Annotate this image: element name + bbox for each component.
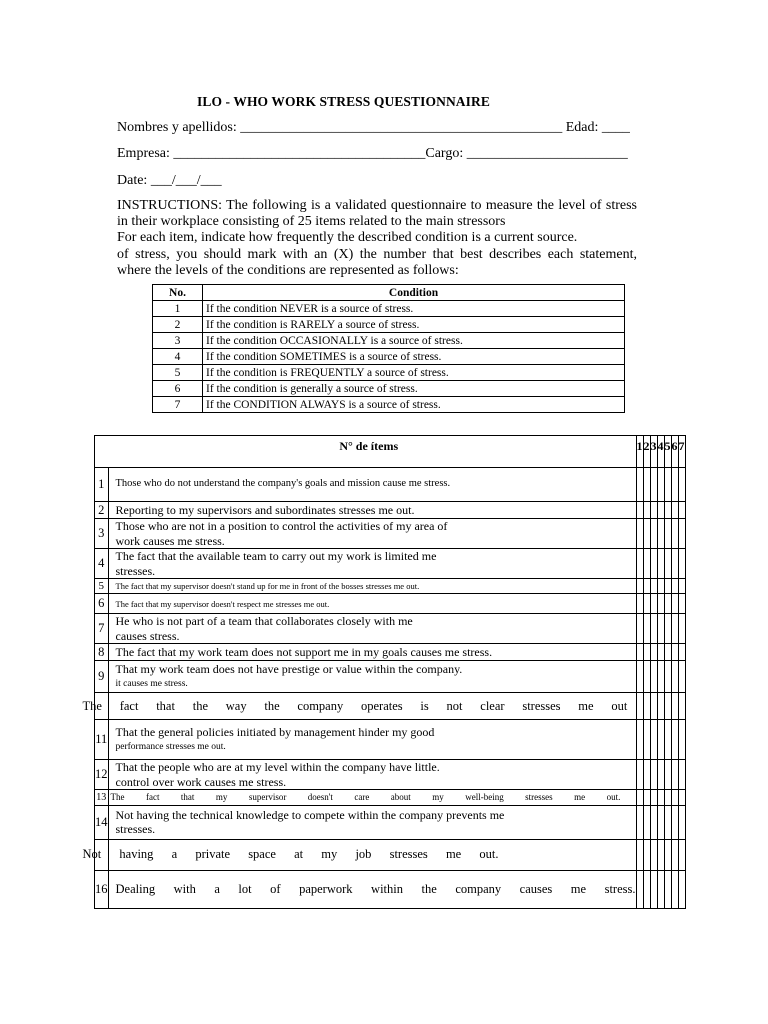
answer-box-2[interactable] [643, 720, 650, 760]
item-row [95, 790, 686, 806]
answer-box-1[interactable] [636, 468, 643, 502]
item-text [108, 661, 636, 693]
answer-box-4[interactable] [657, 519, 664, 549]
item-row [95, 720, 686, 760]
answer-box-7[interactable] [678, 790, 685, 806]
answer-box-2[interactable] [643, 468, 650, 502]
scale-no: 1 [153, 301, 203, 317]
answer-box-6[interactable] [671, 614, 678, 644]
item-row [95, 594, 686, 614]
answer-box-4[interactable] [657, 760, 664, 790]
answer-box-6[interactable] [671, 693, 678, 720]
scale-row [153, 381, 625, 397]
item-number: 5 [95, 579, 109, 594]
item-text: Those who do not understand the company's goals and mission cause me stress. [108, 468, 636, 502]
instructions-line: For each item, indicate how frequently the described condition is a current source. [117, 230, 578, 246]
answer-box-2[interactable] [643, 502, 650, 519]
answer-box-2[interactable] [643, 594, 650, 614]
item-text-line: Those who are not in a position to control the activities of my area of [115, 519, 448, 533]
answer-box-3[interactable] [650, 614, 657, 644]
item-text [108, 760, 636, 790]
item-text-line: The fact that the way the company operates is not clear stresses me out [82, 698, 628, 713]
item-text-line: performance stresses me out. [115, 741, 226, 752]
answer-box-1[interactable] [636, 502, 643, 519]
answer-box-7[interactable] [678, 661, 685, 693]
answer-box-3[interactable] [650, 720, 657, 760]
answer-box-4[interactable] [657, 579, 664, 594]
answer-box-3[interactable] [650, 790, 657, 806]
answer-box-4[interactable] [657, 614, 664, 644]
scale-row [153, 333, 625, 349]
item-row [95, 870, 686, 908]
scale-condition: If the CONDITION ALWAYS is a source of stress. [203, 397, 625, 413]
answer-box-1[interactable] [636, 760, 643, 790]
item-number: 6 [95, 594, 109, 614]
answer-box-2[interactable] [643, 644, 650, 661]
scale-row [153, 365, 625, 381]
item-number: 2 [95, 502, 109, 519]
answer-box-5[interactable] [664, 870, 671, 908]
answer-box-4[interactable] [657, 720, 664, 760]
answer-box-7[interactable] [678, 519, 685, 549]
scale-col-7: 7 [678, 436, 685, 468]
item-text-line: He who is not part of a team that collaborates closely with me [115, 614, 413, 628]
item-row [95, 805, 686, 839]
scale-row [153, 301, 625, 317]
answer-box-6[interactable] [671, 468, 678, 502]
item-text [108, 805, 636, 839]
item-text [108, 519, 636, 549]
item-text-line: stresses. [115, 563, 156, 578]
answer-box-3[interactable] [650, 760, 657, 790]
answer-box-7[interactable] [678, 594, 685, 614]
answer-box-1[interactable] [636, 519, 643, 549]
answer-box-6[interactable] [671, 870, 678, 908]
answer-box-5[interactable] [664, 661, 671, 693]
answer-box-1[interactable] [636, 839, 643, 870]
scale-col-1: 1 [636, 436, 643, 468]
items-header: N° de ítems [95, 436, 637, 468]
scale-no: 6 [153, 381, 203, 397]
scale-no: 2 [153, 317, 203, 333]
answer-box-5[interactable] [664, 805, 671, 839]
scale-condition: If the condition NEVER is a source of stress. [203, 301, 625, 317]
scale-no: 4 [153, 349, 203, 365]
answer-box-5[interactable] [664, 644, 671, 661]
answer-box-5[interactable] [664, 760, 671, 790]
answer-box-2[interactable] [643, 839, 650, 870]
scale-row [153, 317, 625, 333]
item-text: Reporting to my supervisors and subordinates stresses me out. [108, 502, 636, 519]
answer-box-1[interactable] [636, 870, 643, 908]
answer-box-3[interactable] [650, 579, 657, 594]
answer-box-7[interactable] [678, 644, 685, 661]
scale-condition: If the condition SOMETIMES is a source of stress. [203, 349, 625, 365]
item-row [95, 502, 686, 519]
item-number: 8 [95, 644, 109, 661]
scale-header-row [153, 285, 625, 301]
item-text [108, 549, 636, 579]
item-text-line: The fact that my supervisor doesn't care about my well-being stresses me out. [110, 792, 621, 802]
answer-box-7[interactable] [678, 502, 685, 519]
item-text [108, 720, 636, 760]
answer-box-3[interactable] [650, 468, 657, 502]
answer-box-4[interactable] [657, 661, 664, 693]
answer-box-6[interactable] [671, 502, 678, 519]
answer-box-7[interactable] [678, 468, 685, 502]
item-row [95, 693, 686, 720]
answer-box-1[interactable] [636, 693, 643, 720]
scale-row [153, 349, 625, 365]
item-number: 9 [95, 661, 109, 693]
answer-box-5[interactable] [664, 579, 671, 594]
answer-box-5[interactable] [664, 594, 671, 614]
answer-box-7[interactable] [678, 870, 685, 908]
answer-box-5[interactable] [664, 502, 671, 519]
item-text-line: work causes me stress. [115, 533, 225, 548]
item-text-line: stresses. [115, 822, 156, 836]
answer-box-1[interactable] [636, 594, 643, 614]
item-text-line: Not having the technical knowledge to compete within the company prevents me [115, 807, 505, 822]
answer-box-1[interactable] [636, 549, 643, 579]
answer-box-5[interactable] [664, 519, 671, 549]
answer-box-3[interactable] [650, 519, 657, 549]
answer-box-4[interactable] [657, 870, 664, 908]
item-row [95, 644, 686, 661]
item-text-line: Not having a private space at my job stresses me out. [82, 847, 499, 862]
answer-box-6[interactable] [671, 549, 678, 579]
scale-condition: If the condition OCCASIONALLY is a source of stress. [203, 333, 625, 349]
item-row [95, 579, 686, 594]
item-row [95, 760, 686, 790]
questionnaire-title: ILO - WHO WORK STRESS QUESTIONNAIRE [197, 94, 490, 109]
answer-box-3[interactable] [650, 693, 657, 720]
answer-box-1[interactable] [636, 644, 643, 661]
answer-box-2[interactable] [643, 614, 650, 644]
item-text: The fact that my work team does not support me in my goals causes me stress. [108, 644, 636, 661]
instructions-line: in their workplace consisting of 25 items related to the main stressors [117, 214, 506, 230]
answer-box-1[interactable] [636, 614, 643, 644]
answer-box-6[interactable] [671, 760, 678, 790]
item-text-line: The fact that the available team to carry out my work is limited me [115, 549, 437, 563]
answer-box-4[interactable] [657, 693, 664, 720]
item-number: 3 [95, 519, 109, 549]
answer-box-7[interactable] [678, 760, 685, 790]
scale-col-2: 2 [643, 436, 650, 468]
answer-box-2[interactable] [643, 579, 650, 594]
item-text-line: That my work team does not have prestige or value within the company. [115, 662, 463, 676]
item-row [95, 468, 686, 502]
answer-box-3[interactable] [650, 870, 657, 908]
answer-box-4[interactable] [657, 549, 664, 579]
scale-col-6: 6 [671, 436, 678, 468]
scale-condition: If the condition is FREQUENTLY a source of stress. [203, 365, 625, 381]
answer-box-3[interactable] [650, 661, 657, 693]
item-text [108, 614, 636, 644]
answer-box-4[interactable] [657, 839, 664, 870]
instructions-block [117, 198, 637, 279]
answer-box-1[interactable] [636, 790, 643, 806]
answer-box-2[interactable] [643, 760, 650, 790]
answer-box-4[interactable] [657, 805, 664, 839]
answer-box-4[interactable] [657, 594, 664, 614]
answer-box-6[interactable] [671, 790, 678, 806]
items-header-row [95, 436, 686, 468]
scale-no: 7 [153, 397, 203, 413]
answer-box-4[interactable] [657, 468, 664, 502]
answer-box-1[interactable] [636, 720, 643, 760]
instructions-line: of stress, you should mark with an (X) the number that best describes each statement, [117, 246, 637, 262]
answer-box-5[interactable] [664, 468, 671, 502]
scale-row [153, 397, 625, 413]
answer-box-7[interactable] [678, 614, 685, 644]
answer-box-5[interactable] [664, 720, 671, 760]
answer-box-6[interactable] [671, 805, 678, 839]
item-number: 11 [95, 720, 109, 760]
name-age-field-line[interactable]: Nombres y apellidos: ______________________________________________ Edad: ____ [117, 120, 630, 135]
answer-box-2[interactable] [643, 661, 650, 693]
item-number: 4 [95, 549, 109, 579]
answer-box-2[interactable] [643, 519, 650, 549]
date-field-line[interactable]: Date: ___/___/___ [117, 173, 222, 188]
item-text-line: Dealing with a lot of paperwork within the company causes me stress. [115, 881, 636, 896]
answer-box-3[interactable] [650, 644, 657, 661]
answer-box-7[interactable] [678, 839, 685, 870]
answer-box-7[interactable] [678, 693, 685, 720]
answer-box-7[interactable] [678, 549, 685, 579]
item-text [108, 870, 636, 908]
item-text-line: it causes me stress. [115, 678, 188, 689]
answer-box-6[interactable] [671, 579, 678, 594]
answer-box-7[interactable] [678, 579, 685, 594]
answer-box-3[interactable] [650, 549, 657, 579]
answer-box-3[interactable] [650, 805, 657, 839]
item-text-line: That the people who are at my level within the company have little. [115, 760, 440, 774]
item-number: 14 [95, 805, 109, 839]
answer-box-7[interactable] [678, 720, 685, 760]
items-table [82, 435, 686, 909]
answer-box-6[interactable] [671, 839, 678, 870]
answer-box-4[interactable] [657, 502, 664, 519]
item-text-line: That the general policies initiated by management hinder my good [115, 725, 435, 739]
answer-box-1[interactable] [636, 805, 643, 839]
scale-no: 5 [153, 365, 203, 381]
answer-box-7[interactable] [678, 805, 685, 839]
scale-condition: If the condition is generally a source of stress. [203, 381, 625, 397]
answer-box-1[interactable] [636, 661, 643, 693]
answer-box-2[interactable] [643, 790, 650, 806]
answer-box-2[interactable] [643, 805, 650, 839]
answer-box-6[interactable] [671, 720, 678, 760]
answer-box-3[interactable] [650, 839, 657, 870]
scale-header-no: No. [153, 285, 203, 301]
item-row [95, 839, 686, 870]
item-row [95, 549, 686, 579]
scale-table [152, 284, 625, 413]
scale-col-3: 3 [650, 436, 657, 468]
scale-col-4: 4 [657, 436, 664, 468]
scale-col-5: 5 [664, 436, 671, 468]
answer-box-3[interactable] [650, 502, 657, 519]
answer-box-3[interactable] [650, 594, 657, 614]
item-text [82, 839, 636, 870]
scale-condition: If the condition is RARELY a source of stress. [203, 317, 625, 333]
scale-header-condition: Condition [203, 285, 625, 301]
company-position-field-line[interactable]: Empresa: ____________________________________Cargo: _______________________ [117, 146, 628, 161]
answer-box-5[interactable] [664, 614, 671, 644]
item-text-line: causes stress. [115, 628, 180, 643]
item-row [95, 661, 686, 693]
item-row [95, 614, 686, 644]
answer-box-6[interactable] [671, 644, 678, 661]
item-text: The fact that my supervisor doesn't stand up for me in front of the bosses stresses me out. [108, 579, 636, 594]
instructions-line: INSTRUCTIONS: The following is a validated questionnaire to measure the level of stress [117, 198, 637, 213]
answer-box-6[interactable] [671, 519, 678, 549]
instructions-line: where the levels of the conditions are represented as follows: [117, 262, 459, 278]
scale-no: 3 [153, 333, 203, 349]
item-text [82, 693, 636, 720]
answer-box-2[interactable] [643, 693, 650, 720]
item-text-line: control over work causes me stress. [115, 774, 287, 789]
answer-box-2[interactable] [643, 870, 650, 908]
answer-box-6[interactable] [671, 661, 678, 693]
answer-box-6[interactable] [671, 594, 678, 614]
item-number: 1 [95, 468, 109, 502]
item-text: The fact that my supervisor doesn't respect me stresses me out. [108, 594, 636, 614]
answer-box-5[interactable] [664, 549, 671, 579]
item-number: 7 [95, 614, 109, 644]
answer-box-5[interactable] [664, 839, 671, 870]
item-text [108, 790, 636, 806]
item-row [95, 519, 686, 549]
item-number: 13 [95, 790, 109, 806]
item-number: 16 [95, 870, 109, 908]
answer-box-5[interactable] [664, 790, 671, 806]
answer-box-5[interactable] [664, 693, 671, 720]
answer-box-4[interactable] [657, 790, 664, 806]
item-number: 12 [95, 760, 109, 790]
answer-box-2[interactable] [643, 549, 650, 579]
answer-box-1[interactable] [636, 579, 643, 594]
answer-box-4[interactable] [657, 644, 664, 661]
